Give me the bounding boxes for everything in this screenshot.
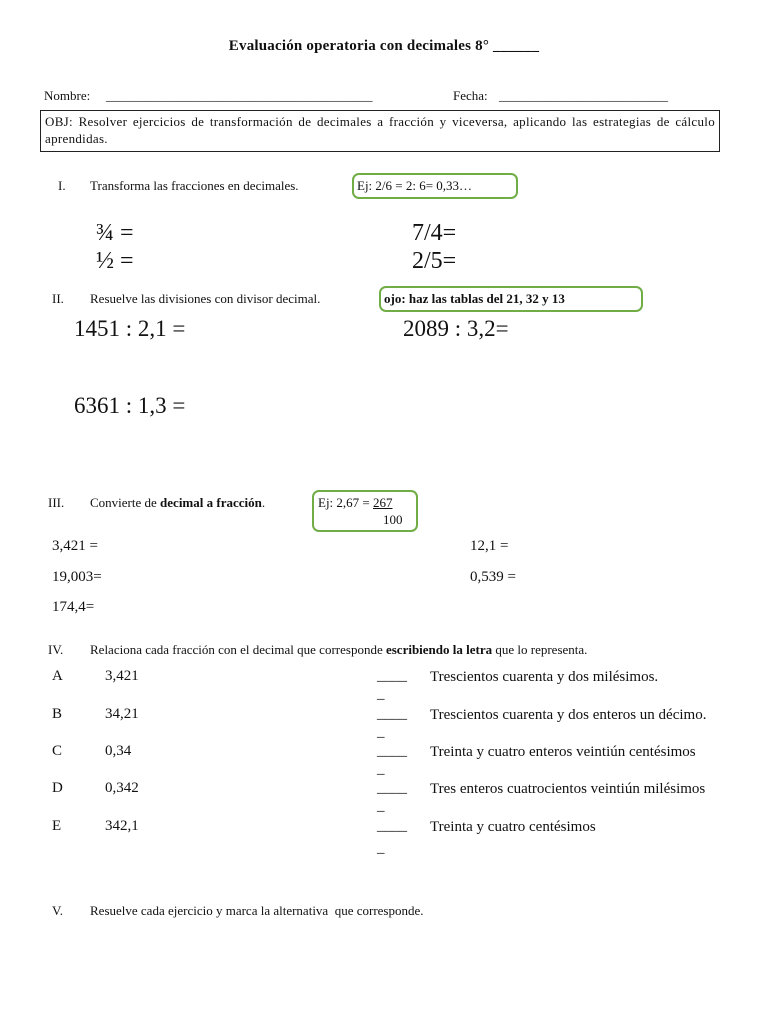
name-label: Nombre: (44, 88, 91, 103)
answer-blank[interactable]: ____ (377, 780, 407, 796)
fraction-item: 7/4= (412, 220, 457, 246)
answer-blank-tail: _ (377, 686, 385, 702)
match-value: 0,34 (105, 743, 132, 759)
match-value: 342,1 (105, 818, 139, 834)
match-value: 0,342 (105, 780, 139, 796)
match-description: Trescientos cuarenta y dos milésimos. (430, 669, 659, 685)
section-3-example-denominator: 100 (383, 512, 403, 527)
answer-blank-tail: _ (377, 840, 385, 856)
answer-blank-tail: _ (377, 798, 385, 814)
match-description: Tres enteros cuatrocientos veintiún milésimos (430, 781, 706, 797)
match-letter: A (52, 668, 63, 684)
section-2-instruction: Resuelve las divisiones con divisor decimal. (90, 291, 321, 306)
fraction-item: ¾ = (96, 220, 134, 246)
fraction-item: ½ = (96, 248, 134, 274)
fraction-item: 2/5= (412, 248, 457, 274)
name-field[interactable]: _________________________________________ (106, 88, 373, 103)
section-4-number: IV. (48, 642, 64, 657)
answer-blank[interactable]: ____ (377, 668, 407, 684)
match-description: Treinta y cuatro enteros veintiún centésimos (430, 744, 696, 760)
date-field[interactable]: __________________________ (499, 88, 668, 103)
section-3-number: III. (48, 495, 65, 510)
section-4-instruction: Relaciona cada fracción con el decimal que corresponde escribiendo la letra que lo representa. (90, 642, 588, 657)
match-description: Treinta y cuatro centésimos (430, 819, 596, 835)
section-3-example: Ej: 2,67 = 267 (318, 495, 393, 510)
section-1-number: I. (58, 178, 66, 193)
answer-blank[interactable]: ____ (377, 818, 407, 834)
section-2-number: II. (52, 291, 64, 306)
section-5-instruction: Resuelve cada ejercicio y marca la alternativa que corresponde. (90, 903, 424, 918)
section-2-note: ojo: haz las tablas del 21, 32 y 13 (384, 291, 565, 306)
section-3-instruction: Convierte de decimal a fracción. (90, 495, 266, 510)
decimal-item: 174,4= (52, 599, 95, 615)
answer-blank-tail: _ (377, 761, 385, 777)
section-5-number: V. (52, 903, 63, 918)
answer-blank[interactable]: ____ (377, 706, 407, 722)
date-label: Fecha: (453, 88, 488, 103)
answer-blank[interactable]: ____ (377, 743, 407, 759)
decimal-item: 12,1 = (470, 538, 509, 554)
match-letter: C (52, 743, 63, 759)
division-item: 1451 : 2,1 = (74, 316, 186, 341)
section-1-example: Ej: 2/6 = 2: 6= 0,33… (357, 178, 473, 193)
section-1-instruction: Transforma las fracciones en decimales. (90, 178, 299, 193)
objective-box: OBJ: Resolver ejercicios de transformación de decimales a fracción y viceversa, aplicando las estrategias de cálculo aprendidas. (40, 110, 720, 152)
page-title: Evaluación operatoria con decimales 8° ______ (228, 38, 540, 54)
division-item: 6361 : 1,3 = (74, 393, 186, 418)
answer-blank-tail: _ (377, 724, 385, 740)
match-value: 3,421 (105, 668, 139, 684)
decimal-item: 3,421 = (52, 538, 98, 554)
match-letter: D (52, 780, 63, 796)
decimal-item: 0,539 = (470, 569, 516, 585)
match-letter: B (52, 706, 63, 722)
decimal-item: 19,003= (52, 569, 102, 585)
match-value: 34,21 (105, 706, 139, 722)
division-item: 2089 : 3,2= (403, 316, 509, 341)
match-description: Trescientos cuarenta y dos enteros un décimo. (430, 707, 707, 723)
match-letter: E (52, 818, 62, 834)
